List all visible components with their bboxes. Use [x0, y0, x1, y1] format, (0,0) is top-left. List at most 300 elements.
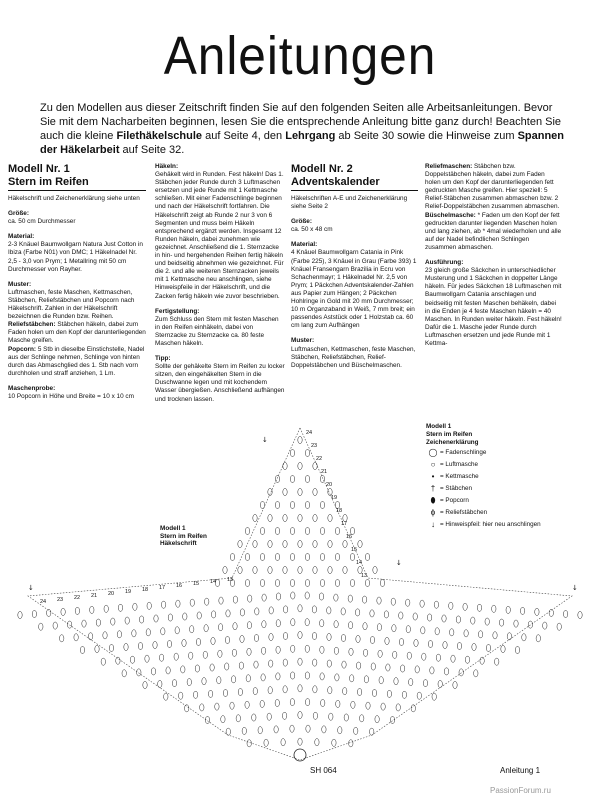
- popcorn-icon: [260, 579, 264, 586]
- popcorn-icon: [283, 566, 287, 573]
- popcorn-icon: [290, 501, 294, 508]
- popcorn-icon: [275, 501, 279, 508]
- popcorn-icon: [196, 638, 200, 645]
- legend-symbol-icon: ◯: [428, 448, 438, 457]
- popcorn-icon: [197, 612, 201, 619]
- popcorn-icon: [245, 553, 249, 560]
- popcorn-icon: [535, 608, 539, 615]
- popcorn-icon: [39, 623, 43, 630]
- model2-bueschel: * Faden um den Kopf der fett gedruckten darunter liegenden Maschen holen und lang ziehen, ab * 4mal wiederholen und alle auf der Nadel befindlichen Schlingen zusammen abmaschen.: [425, 211, 562, 251]
- legend-label: = Reliefstäbchen: [440, 509, 488, 516]
- model1-muster-heading: Muster:: [8, 280, 32, 288]
- popcorn-icon: [442, 615, 446, 622]
- popcorn-icon: [305, 592, 309, 599]
- row-number: 20: [326, 482, 333, 488]
- legend-symbol-icon: ↓: [431, 520, 435, 529]
- popcorn-icon: [283, 488, 287, 495]
- fadenschlinge-icon: [294, 749, 306, 761]
- model2-heading: Modell Nr. 2: [291, 163, 353, 175]
- popcorn-icon: [298, 605, 302, 612]
- popcorn-icon: [262, 621, 266, 628]
- legend-label: = Popcorn: [440, 497, 469, 504]
- hint-arrow-icon: ↓: [262, 436, 268, 444]
- popcorn-icon: [348, 595, 352, 602]
- row-number: 17: [159, 585, 166, 591]
- popcorn-icon: [130, 656, 134, 663]
- model1-fertig-heading: Fertigstellung:: [155, 307, 200, 315]
- popcorn-icon: [117, 631, 121, 638]
- popcorn-icon: [328, 540, 332, 547]
- popcorn-icon: [283, 514, 287, 521]
- popcorn-icon: [348, 622, 352, 629]
- popcorn-icon: [327, 633, 331, 640]
- model2-material-heading: Material:: [291, 241, 318, 249]
- popcorn-icon: [373, 566, 377, 573]
- popcorn-icon: [103, 632, 107, 639]
- popcorn-icon: [365, 553, 369, 560]
- popcorn-icon: [281, 739, 285, 746]
- popcorn-icon: [245, 701, 249, 708]
- popcorn-icon: [493, 632, 497, 639]
- popcorn-icon: [501, 645, 505, 652]
- popcorn-icon: [283, 606, 287, 613]
- popcorn-icon: [233, 623, 237, 630]
- popcorn-icon: [151, 668, 155, 675]
- popcorn-icon: [370, 728, 374, 735]
- popcorn-icon: [269, 607, 273, 614]
- popcorn-icon: [204, 625, 208, 632]
- popcorn-icon: [338, 727, 342, 734]
- popcorn-icon: [506, 606, 510, 613]
- popcorn-icon: [334, 621, 338, 628]
- popcorn-icon: [355, 609, 359, 616]
- popcorn-icon: [377, 624, 381, 631]
- popcorn-icon: [335, 579, 339, 586]
- popcorn-icon: [305, 645, 309, 652]
- popcorn-icon: [480, 657, 484, 664]
- popcorn-icon: [253, 688, 257, 695]
- popcorn-icon: [507, 633, 511, 640]
- popcorn-icon: [341, 634, 345, 641]
- popcorn-icon: [283, 659, 287, 666]
- intro-paragraph: [40, 101, 564, 157]
- popcorn-icon: [159, 654, 163, 661]
- popcorn-icon: [96, 619, 100, 626]
- popcorn-icon: [230, 553, 234, 560]
- popcorn-icon: [215, 703, 219, 710]
- popcorn-icon: [354, 727, 358, 734]
- popcorn-icon: [139, 616, 143, 623]
- model1-groesse: ca. 50 cm Durchmesser: [8, 218, 76, 226]
- popcorn-icon: [341, 608, 345, 615]
- popcorn-icon: [290, 699, 294, 706]
- popcorn-icon: [328, 687, 332, 694]
- popcorn-icon: [320, 673, 324, 680]
- popcorn-icon: [444, 668, 448, 675]
- popcorn-icon: [344, 714, 348, 721]
- popcorn-icon: [82, 620, 86, 627]
- popcorn-icon: [328, 566, 332, 573]
- popcorn-icon: [407, 652, 411, 659]
- model1-muster: Luftmaschen, feste Maschen, Kettmaschen, Stäbchen, Reliefstäbchen und Popcorn nach Häkelschrift. Zahlen in der Häkelschrift bezeichnen die Runden bzw. Reihen.: [8, 288, 135, 321]
- popcorn-icon: [536, 635, 540, 642]
- popcorn-icon: [350, 553, 354, 560]
- popcorn-icon: [275, 527, 279, 534]
- crochet-diagram: [0, 420, 600, 780]
- popcorn-icon: [402, 691, 406, 698]
- popcorn-icon: [327, 660, 331, 667]
- row-number: 16: [176, 583, 183, 589]
- popcorn-icon: [205, 598, 209, 605]
- popcorn-icon: [456, 616, 460, 623]
- popcorn-icon: [267, 713, 271, 720]
- popcorn-icon: [168, 614, 172, 621]
- popcorn-icon: [349, 648, 353, 655]
- popcorn-icon: [413, 613, 417, 620]
- model2-column-1: [291, 163, 418, 377]
- popcorn-icon: [290, 475, 294, 482]
- footer-page: Anleitung 1: [500, 766, 541, 775]
- popcorn-icon: [471, 617, 475, 624]
- popcorn-icon: [132, 630, 136, 637]
- diagram-label-3: Häkelschrift: [160, 540, 197, 547]
- popcorn-icon: [290, 579, 294, 586]
- popcorn-icon: [428, 640, 432, 647]
- model1-column-1: [8, 163, 146, 408]
- model1-haekeln: Gehäkelt wird in Runden. Fest häkeln! Das 1. Stäbchen jeder Runde durch 3 Luftmaschen ersetzen und jede Runde mit 1 Kettmasche schließen. Mit einer Fadenschlinge beginnen und nach der Häkelschrift fortfahren. Die Häkelschrift zeigt ab Runde 2 nur 3 von 6 Segmenten und muss beim Häkeln entsprechend ergänzt werden. Insgesamt 12 Runden häkeln, dabei zunehmen wie gezeichnet. Anschließend die 1. Sternzacke in hin- und hergehenden Reihen fertig häkeln und beidseitig abnehmen wie gezeichnet. Für die 2. und alle weiteren Sternzacken jeweils mit 1 Kettmasche neu anschlingen, siehe Hinweispfeile in der Häkelschrift, und die Zacken fertig häkeln wie zuvor beschrieben.: [155, 171, 284, 300]
- popcorn-icon: [138, 642, 142, 649]
- popcorn-icon: [298, 462, 302, 469]
- model1-material-heading: Material:: [8, 233, 35, 241]
- diagram-label-2: Stern im Reifen: [160, 532, 207, 540]
- popcorn-icon: [343, 566, 347, 573]
- popcorn-icon: [104, 605, 108, 612]
- popcorn-icon: [327, 607, 331, 614]
- popcorn-icon: [175, 627, 179, 634]
- popcorn-icon: [291, 592, 295, 599]
- legend-title-2: Stern im Reifen: [426, 431, 473, 438]
- legend-label: = Stäbchen: [440, 485, 473, 492]
- model1-probe: 10 Popcorn in Höhe und Breite = 10 x 10 cm: [8, 392, 134, 400]
- popcorn-icon: [269, 660, 273, 667]
- intro-link-spannen: Spannen der Häkelarbeit: [40, 130, 565, 156]
- popcorn-icon: [176, 600, 180, 607]
- popcorn-icon: [226, 728, 230, 735]
- intro-text-3: ab Seite 30 sowie die Hinweise zum: [335, 130, 518, 142]
- legend-symbol-icon: ɸ: [430, 508, 436, 517]
- popcorn-icon: [391, 598, 395, 605]
- popcorn-icon: [242, 727, 246, 734]
- popcorn-icon: [143, 681, 147, 688]
- popcorn-icon: [276, 673, 280, 680]
- popcorn-icon: [290, 449, 294, 456]
- popcorn-icon: [262, 594, 266, 601]
- popcorn-icon: [254, 661, 258, 668]
- popcorn-icon: [283, 462, 287, 469]
- popcorn-icon: [223, 566, 227, 573]
- model2-muster-heading: Muster:: [291, 337, 315, 345]
- popcorn-icon: [474, 670, 478, 677]
- popcorn-icon: [133, 603, 137, 610]
- popcorn-icon: [223, 689, 227, 696]
- popcorn-icon: [478, 631, 482, 638]
- legend-label: = Luftmasche: [440, 461, 478, 468]
- model2-relief: Stäbchen bzw. Doppelstäbchen häkeln, dabei zum Faden holen um den Kopf der darunterliegenden fett gedruckten Masche greifen. Hier speziell: 5 Relief-Stäbchen zusammen abmaschen bzw. 2 Relief-Doppelstäbchen zusammen abmaschen.: [425, 163, 560, 211]
- popcorn-icon: [356, 635, 360, 642]
- row-number: 13: [361, 573, 368, 579]
- popcorn-icon: [219, 597, 223, 604]
- popcorn-icon: [451, 655, 455, 662]
- popcorn-icon: [472, 643, 476, 650]
- popcorn-icon: [75, 607, 79, 614]
- popcorn-icon: [415, 666, 419, 673]
- popcorn-icon: [290, 553, 294, 560]
- legend-label: = Fadenschlinge: [440, 449, 487, 456]
- popcorn-icon: [400, 665, 404, 672]
- popcorn-icon: [275, 699, 279, 706]
- popcorn-icon: [334, 594, 338, 601]
- popcorn-icon: [298, 685, 302, 692]
- popcorn-icon: [380, 579, 384, 586]
- popcorn-icon: [187, 679, 191, 686]
- legend-label: = Hinweispfeil: hier neu anschlingen: [440, 521, 541, 528]
- intro-text-1: Zu den Modellen aus dieser Zeitschrift finden Sie auf den folgenden Seiten alle Arbeitsanleitungen. Bevor Sie mit dem Nacharbeiten beginnen, lesen Sie die entsprechende Anleitung bitte ganz durch! Beachten Sie auch die kleine: [40, 102, 562, 142]
- popcorn-icon: [399, 612, 403, 619]
- popcorn-icon: [434, 601, 438, 608]
- popcorn-icon: [305, 527, 309, 534]
- popcorn-icon: [211, 611, 215, 618]
- popcorn-icon: [362, 596, 366, 603]
- popcorn-icon: [351, 701, 355, 708]
- popcorn-icon: [217, 677, 221, 684]
- popcorn-icon: [356, 662, 360, 669]
- popcorn-icon: [320, 553, 324, 560]
- popcorn-icon: [247, 740, 251, 747]
- popcorn-icon: [365, 579, 369, 586]
- footer-code: SH 064: [310, 766, 337, 775]
- row-number: 18: [336, 508, 343, 514]
- popcorn-icon: [432, 693, 436, 700]
- popcorn-icon: [379, 677, 383, 684]
- model1-schrift: Häkelschrift und Zeichenerklärung siehe unten: [8, 195, 140, 202]
- model1-material: 2-3 Knäuel Baumwollgarn Natura Just Cotton in Ibiza (Farbe N01) von DMC; 1 Häkelnadel Nr. 2,5 - 3,0 von Prym; 1 Metallring mit 50 cm Durchmesser von Rayher.: [8, 241, 143, 273]
- model2-subheading: Adventskalender: [291, 176, 418, 191]
- popcorn-icon: [459, 669, 463, 676]
- popcorn-icon: [268, 687, 272, 694]
- legend-title-1: Modell 1: [426, 423, 452, 430]
- popcorn-icon: [164, 693, 168, 700]
- model1-tipp-heading: Tipp:: [155, 355, 171, 363]
- popcorn-icon: [258, 727, 262, 734]
- legend-symbol-icon: ⬮: [430, 496, 436, 505]
- popcorn-icon: [118, 604, 122, 611]
- popcorn-icon: [225, 636, 229, 643]
- popcorn-icon: [363, 623, 367, 630]
- model2-ausf: 23 gleich große Säckchen in unterschiedlicher Musterung und 1 Säckchen in doppelter Länge häkeln. Für jedes Säckchen 18 Luftmaschen mit Baumwollgarn Catania anschlagen und beidseitig mit festen Maschen behäkeln, dabei in die Enden je 4 feste Maschen häkeln = 40 Maschen. In Runden weiter häkeln. Fest häkeln! Dafür die 1. Masche jeder Runde durch Luftmaschen ersetzen und jede Runde mit 1 Kettma-: [425, 267, 562, 347]
- popcorn-icon: [225, 663, 229, 670]
- popcorn-icon: [233, 596, 237, 603]
- model2-groesse: ca. 50 x 48 cm: [291, 226, 333, 234]
- popcorn-icon: [253, 566, 257, 573]
- row-number: 13: [227, 577, 234, 583]
- popcorn-icon: [312, 606, 316, 613]
- popcorn-icon: [190, 626, 194, 633]
- row-number: 22: [316, 456, 323, 462]
- popcorn-icon: [137, 669, 141, 676]
- row-number: 22: [74, 595, 81, 601]
- popcorn-icon: [520, 607, 524, 614]
- popcorn-icon: [417, 692, 421, 699]
- popcorn-icon: [32, 610, 36, 617]
- popcorn-icon: [387, 690, 391, 697]
- model1-popcorn-heading: Popcorn:: [8, 345, 37, 353]
- popcorn-icon: [312, 632, 316, 639]
- popcorn-icon: [313, 488, 317, 495]
- intro-text-2: auf Seite 4, den: [202, 130, 286, 142]
- popcorn-icon: [336, 700, 340, 707]
- model2-relief-heading: Reliefmaschen:: [425, 163, 473, 170]
- popcorn-icon: [313, 686, 317, 693]
- popcorn-icon: [350, 675, 354, 682]
- popcorn-icon: [495, 658, 499, 665]
- popcorn-icon: [125, 617, 129, 624]
- popcorn-icon: [252, 714, 256, 721]
- popcorn-icon: [514, 620, 518, 627]
- popcorn-icon: [290, 672, 294, 679]
- popcorn-icon: [320, 501, 324, 508]
- popcorn-icon: [457, 642, 461, 649]
- popcorn-icon: [61, 608, 65, 615]
- popcorn-icon: [183, 613, 187, 620]
- popcorn-icon: [240, 635, 244, 642]
- popcorn-icon: [320, 579, 324, 586]
- popcorn-icon: [298, 514, 302, 521]
- popcorn-icon: [406, 599, 410, 606]
- popcorn-icon: [190, 599, 194, 606]
- row-number: 23: [57, 597, 64, 603]
- popcorn-icon: [124, 643, 128, 650]
- popcorn-icon: [203, 651, 207, 658]
- popcorn-icon: [245, 527, 249, 534]
- popcorn-icon: [230, 702, 234, 709]
- hint-arrow-icon: ↓: [28, 584, 34, 592]
- popcorn-icon: [290, 527, 294, 534]
- legend-label: = Kettmasche: [440, 473, 479, 480]
- popcorn-icon: [101, 658, 105, 665]
- popcorn-icon: [253, 514, 257, 521]
- model2-muster: Luftmaschen, Kettmaschen, feste Maschen, Stäbchen, Reliefstäbchen, Relief-Doppelstäbchen und Büschelmaschen.: [291, 345, 416, 369]
- popcorn-icon: [305, 475, 309, 482]
- popcorn-icon: [275, 475, 279, 482]
- row-number: 19: [331, 495, 338, 501]
- model1-groesse-heading: Größe:: [8, 210, 29, 218]
- popcorn-icon: [357, 688, 361, 695]
- popcorn-icon: [269, 633, 273, 640]
- popcorn-icon: [343, 688, 347, 695]
- popcorn-icon: [276, 646, 280, 653]
- popcorn-icon: [313, 566, 317, 573]
- popcorn-icon: [161, 628, 165, 635]
- popcorn-icon: [291, 619, 295, 626]
- popcorn-icon: [282, 712, 286, 719]
- popcorn-icon: [276, 593, 280, 600]
- popcorn-icon: [477, 604, 481, 611]
- popcorn-icon: [274, 726, 278, 733]
- popcorn-icon: [499, 619, 503, 626]
- popcorn-icon: [185, 705, 189, 712]
- popcorn-icon: [200, 704, 204, 711]
- popcorn-icon: [147, 602, 151, 609]
- popcorn-icon: [350, 579, 354, 586]
- popcorn-icon: [172, 680, 176, 687]
- popcorn-icon: [420, 600, 424, 607]
- popcorn-icon: [371, 663, 375, 670]
- popcorn-icon: [375, 716, 379, 723]
- popcorn-icon: [563, 610, 567, 617]
- popcorn-icon: [298, 488, 302, 495]
- legend-symbol-icon: •: [431, 472, 435, 481]
- popcorn-icon: [430, 667, 434, 674]
- popcorn-icon: [226, 610, 230, 617]
- row-number: 21: [91, 593, 98, 599]
- popcorn-icon: [414, 639, 418, 646]
- row-number: 15: [351, 547, 358, 553]
- popcorn-icon: [268, 566, 272, 573]
- intro-link-filet: Filethäkelschule: [116, 130, 203, 142]
- popcorn-icon: [161, 601, 165, 608]
- popcorn-icon: [247, 622, 251, 629]
- model1-tipp: Sollte der gehäkelte Stern im Reifen zu locker sitzen, den eingehäkelten Stern in die Duschwanne legen und mit kochendem Wasser übergießen. Anschließend aufhängen und trocknen lassen.: [155, 363, 285, 403]
- popcorn-icon: [109, 644, 113, 651]
- model1-haekeln-heading: Häkeln:: [155, 163, 179, 170]
- popcorn-icon: [557, 623, 561, 630]
- popcorn-icon: [543, 622, 547, 629]
- popcorn-icon: [360, 715, 364, 722]
- popcorn-icon: [465, 656, 469, 663]
- popcorn-icon: [210, 664, 214, 671]
- popcorn-icon: [335, 527, 339, 534]
- legend-symbol-icon: ○: [430, 460, 436, 469]
- popcorn-icon: [179, 692, 183, 699]
- row-number: 20: [108, 591, 115, 597]
- popcorn-icon: [322, 726, 326, 733]
- popcorn-icon: [247, 648, 251, 655]
- popcorn-icon: [260, 527, 264, 534]
- popcorn-icon: [378, 650, 382, 657]
- popcorn-icon: [298, 738, 302, 745]
- popcorn-icon: [396, 704, 400, 711]
- model1-subheading: Stern im Reifen: [8, 176, 146, 191]
- popcorn-icon: [154, 615, 158, 622]
- popcorn-icon: [343, 540, 347, 547]
- popcorn-icon: [208, 690, 212, 697]
- popcorn-icon: [291, 645, 295, 652]
- popcorn-icon: [320, 527, 324, 534]
- popcorn-icon: [342, 661, 346, 668]
- popcorn-icon: [246, 675, 250, 682]
- popcorn-icon: [268, 540, 272, 547]
- popcorn-icon: [193, 691, 197, 698]
- popcorn-icon: [116, 657, 120, 664]
- popcorn-icon: [60, 635, 64, 642]
- model2-bueschel-heading: Büschelmasche:: [425, 211, 476, 219]
- popcorn-icon: [305, 619, 309, 626]
- popcorn-icon: [231, 676, 235, 683]
- popcorn-icon: [261, 674, 265, 681]
- legend-title-3: Zeichenerklärung: [426, 439, 479, 446]
- popcorn-icon: [218, 650, 222, 657]
- popcorn-icon: [268, 514, 272, 521]
